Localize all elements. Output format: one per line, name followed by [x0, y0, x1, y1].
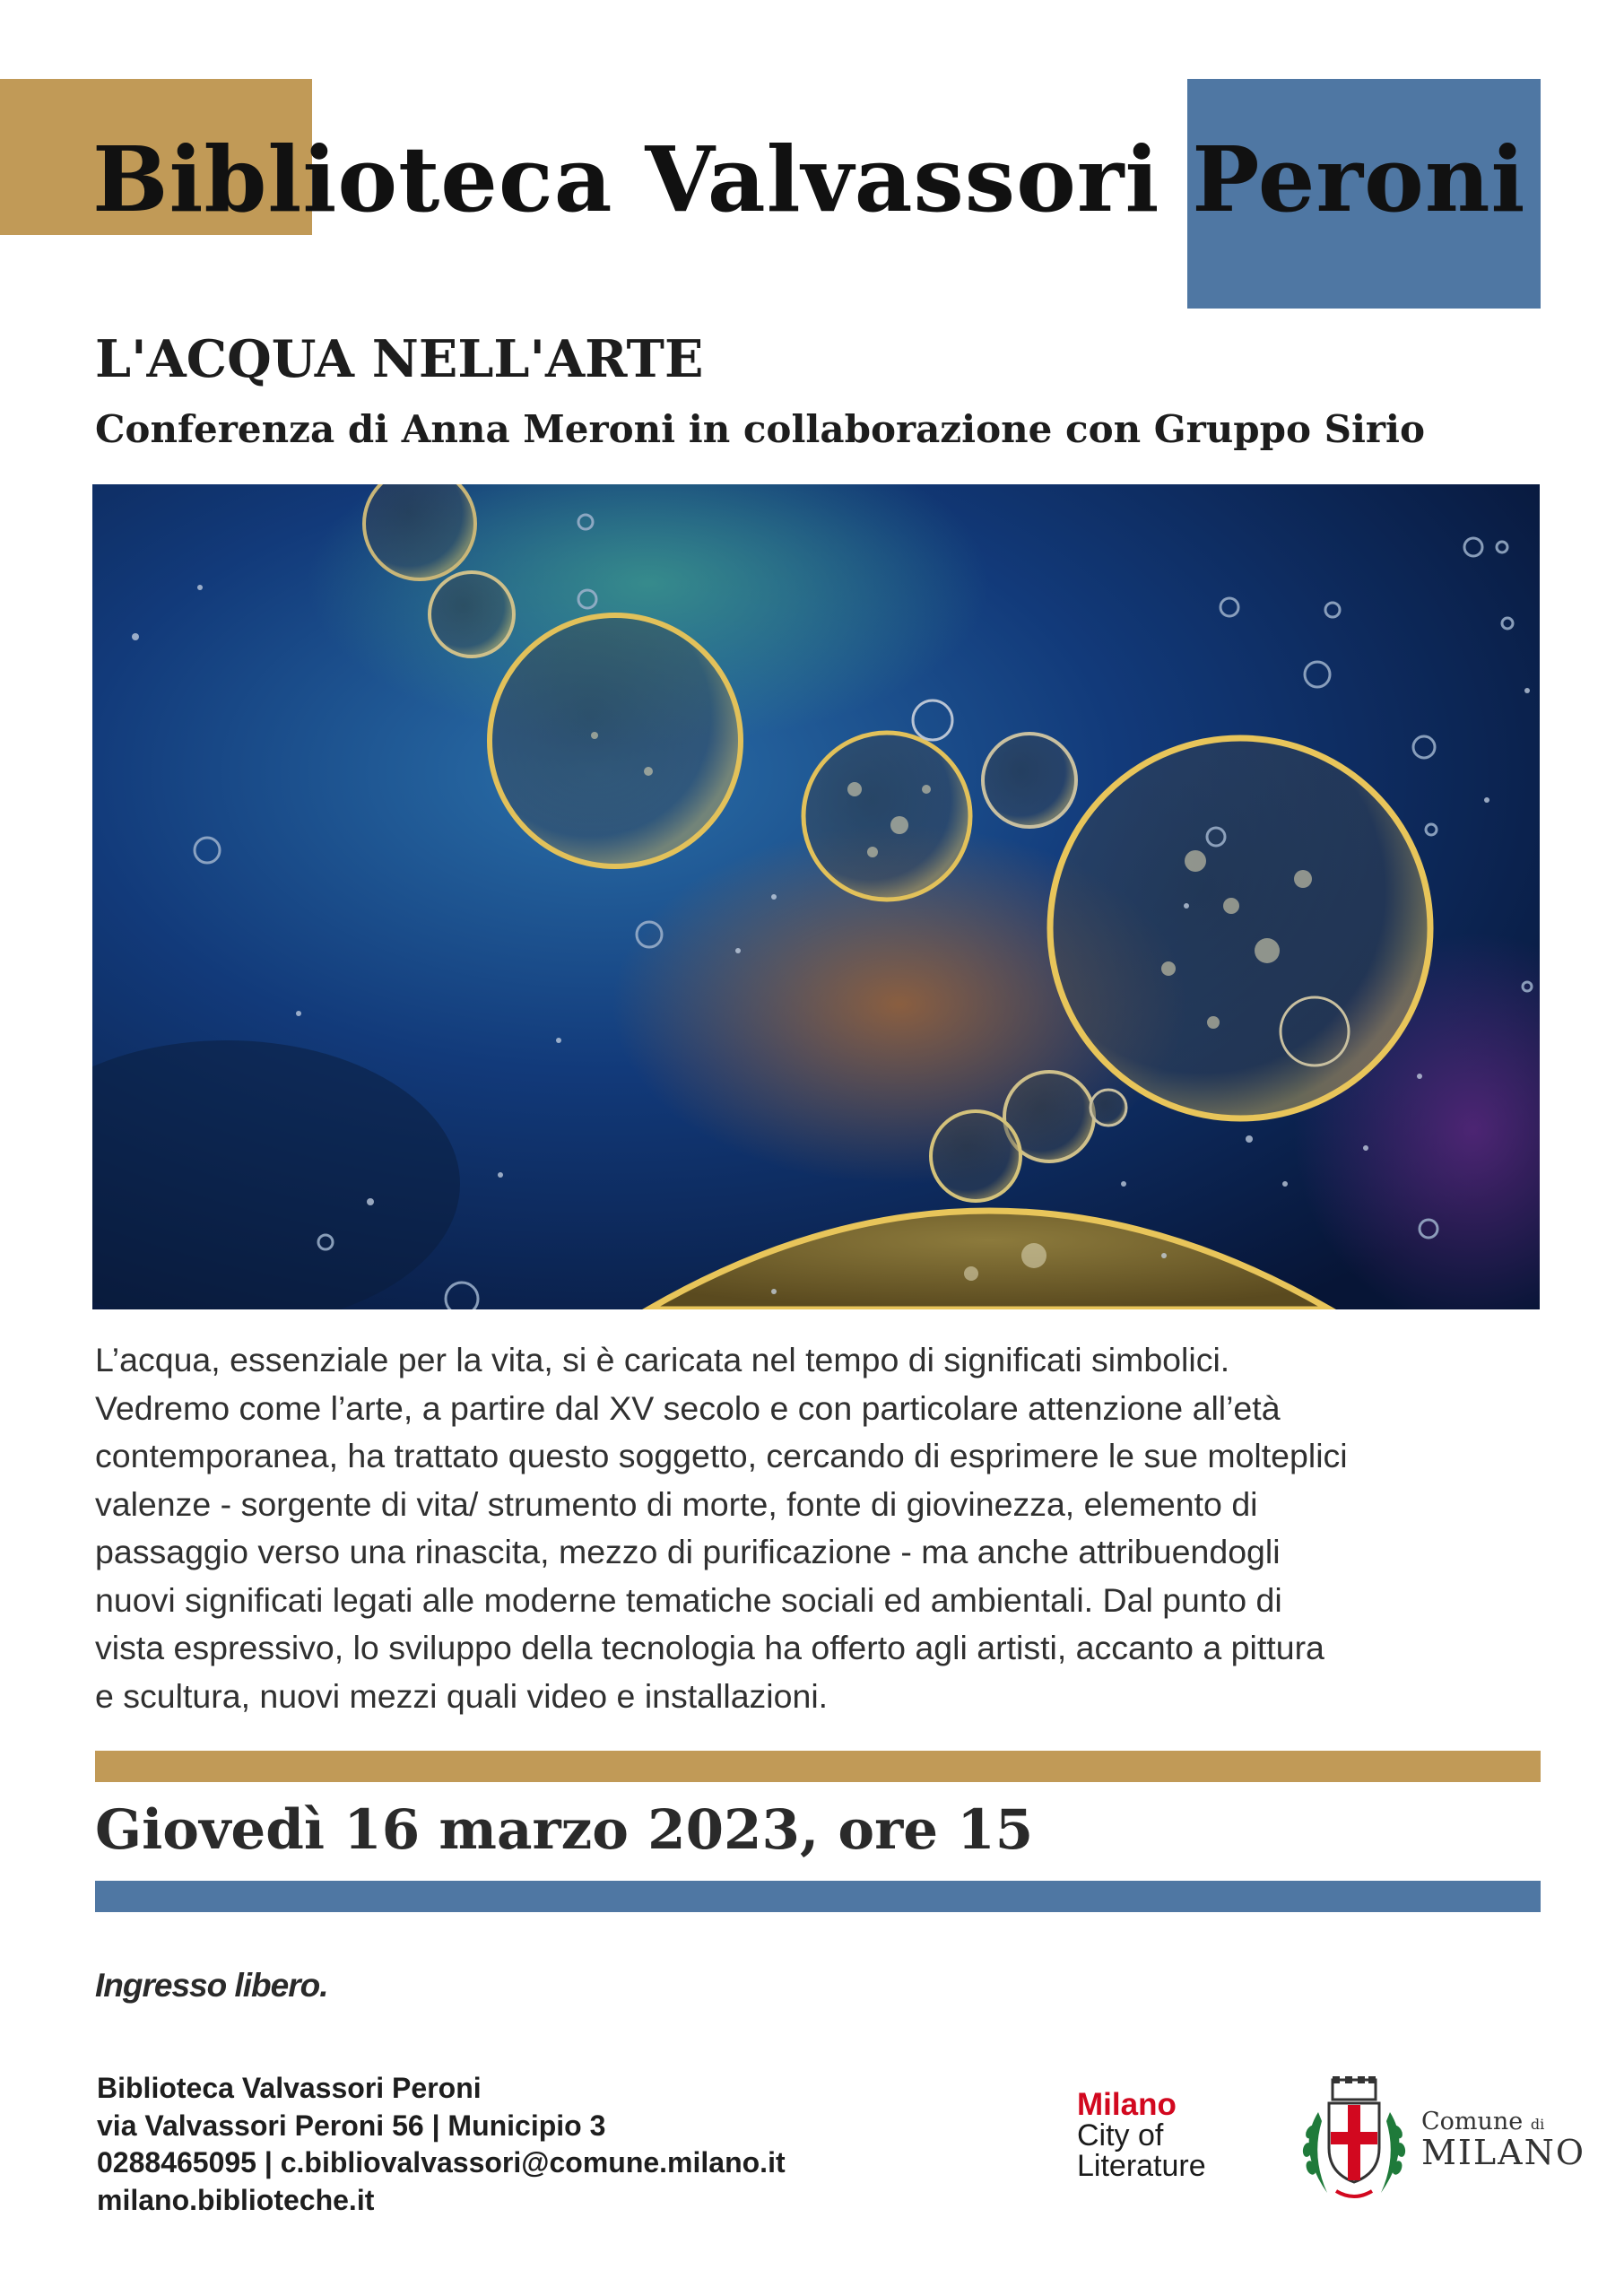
contact-phone-email: 0288465095 | c.bibliovalvassori@comune.milano.it	[97, 2146, 786, 2179]
hero-bubbles-image	[92, 484, 1540, 1309]
contact-info	[97, 2070, 786, 2219]
event-title: L'ACQUA NELL'ARTE	[95, 329, 704, 389]
admission-note: Ingresso libero.	[95, 1967, 328, 2004]
contact-address: via Valvassori Peroni 56 | Municipio 3	[97, 2109, 606, 2142]
comune-label: Comune di	[1421, 2108, 1545, 2135]
blue-divider-bar	[95, 1881, 1541, 1912]
event-description: L’acqua, essenziale per la vita, si è caricata nel tempo di significati simbolici. Vedremo come l’arte, a partire dal XV secolo e con particolare attenzione all’età contemporanea, ha trattato questo soggetto, cercando di esprimere le sue molteplici valenze - sorgente di vita/ strumento di morte, fonte di giovinezza, elemento di passaggio verso una rinascita, mezzo di purificazione - ma anche attribuendogli nuovi significati legati alle moderne tematiche sociali ed ambientali. Dal punto di vista espressivo, lo sviluppo della tecnologia ha offerto agli artisti, accanto a pittura e scultura, nuovi mezzi quali video e installazioni.	[95, 1341, 1348, 1715]
logo-literature: Literature	[1077, 2149, 1206, 2183]
event-subtitle: Conferenza di Anna Meroni in collaborazione con Gruppo Sirio	[95, 407, 1426, 451]
milano-city-of-literature-logo	[1077, 2087, 1206, 2183]
event-date: Giovedì 16 marzo 2023, ore 15	[95, 1798, 1034, 1862]
contact-website: milano.biblioteche.it	[97, 2183, 375, 2216]
logo-city-of: City of	[1077, 2118, 1164, 2152]
comune-milano-crest-icon	[1291, 2076, 1417, 2206]
gold-divider-bar	[95, 1751, 1541, 1782]
library-title: Biblioteca Valvassori Peroni	[92, 126, 1526, 232]
logo-milano-word: Milano	[1077, 2087, 1177, 2122]
comune-milano-label: MILANO	[1421, 2133, 1585, 2172]
comune-milano-wordmark	[1421, 2108, 1585, 2171]
contact-library-name: Biblioteca Valvassori Peroni	[97, 2072, 482, 2104]
